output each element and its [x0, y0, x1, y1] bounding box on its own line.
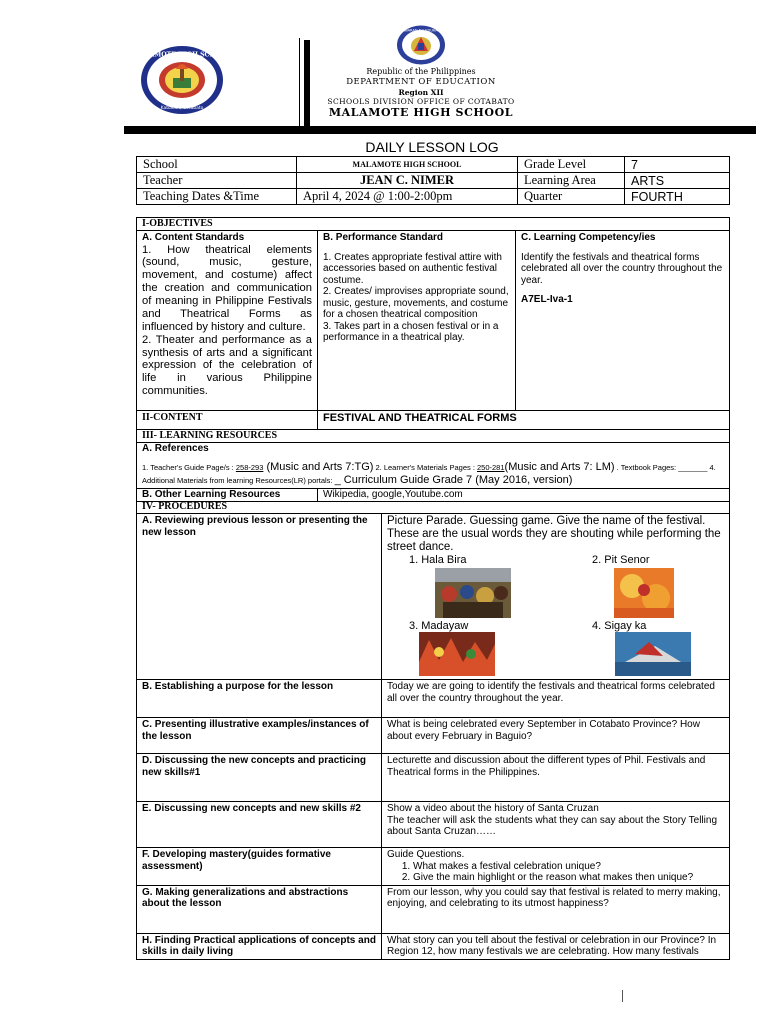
header-rule: [124, 126, 756, 134]
festival-gallery: [387, 554, 724, 666]
procedure-a-row: [137, 514, 730, 680]
other-resources-value: Wikipedia, google,Youtube.com: [318, 489, 730, 502]
school-seal-text: MALAMOTE HIGH SCHOOL: [133, 51, 231, 59]
performance-standard-3: 3. Takes part in a chosen festival or in a performance in a theatrical play.: [323, 320, 499, 343]
resources-heading-row: [137, 430, 730, 443]
content-standards-label: A. Content Standards: [142, 232, 245, 243]
teacher-label: Teacher: [137, 173, 297, 189]
guide-questions-list: [413, 861, 724, 884]
info-row-school: [137, 157, 730, 173]
info-row-teacher: [137, 173, 730, 189]
objectives-heading: I-OBJECTIVES: [137, 218, 730, 231]
dates-label: Teaching Dates &Time: [137, 189, 297, 205]
content-value: FESTIVAL AND THEATRICAL FORMS: [318, 411, 730, 430]
school-value: MALAMOTE HIGH SCHOOL: [297, 157, 518, 173]
procedure-c-row: [137, 718, 730, 754]
curriculum-guide: _ Curriculum Guide Grade 7 (May 2016, version): [334, 473, 573, 486]
procedure-d-text: Lecturette and discussion about the different types of Phil. Festivals and Theatrical forms in the Philippines.: [382, 754, 730, 802]
lm-pages: 250-281: [477, 462, 505, 472]
procedure-a-cell: [382, 514, 730, 680]
header-region: Region XII: [398, 88, 444, 97]
guide-questions-intro: Guide Questions.: [387, 849, 465, 860]
grade-label: Grade Level: [518, 157, 625, 173]
sigay-ka-photo: [615, 632, 691, 676]
performance-standard-2: 2. Creates/ improvises appropriate sound, music, gesture, movements, and costume for a chosen theatrical composition: [323, 286, 509, 320]
school-label: School: [137, 157, 297, 173]
dates-value: April 4, 2024 @ 1:00-2:00pm: [297, 189, 518, 205]
tg-book: (Music and Arts 7:TG): [263, 460, 374, 473]
area-value: ARTS: [625, 173, 730, 189]
quarter-label: Quarter: [518, 189, 625, 205]
procedure-e-text-2: The teacher will ask the students what they can say about the Story Telling about Santa Cruzan……: [387, 814, 717, 837]
resources-heading: III- LEARNING RESOURCES: [137, 430, 730, 443]
objectives-heading-row: [137, 218, 730, 231]
page-title: DAILY LESSON LOG: [365, 139, 499, 155]
content-standards-1: 1. How theatrical elements (sound, music, gesture, movement, and costume) affect the creation and communication of meaning in Philippine Festivals and Theatrical Forms as influenced by history and culture.: [142, 243, 312, 333]
header-republic: Republic of the Philippines: [366, 67, 476, 76]
procedure-c-label: C. Presenting illustrative examples/instances of the lesson: [137, 718, 382, 754]
tg-label: 1. Teacher's Guide Page/s :: [142, 462, 236, 472]
madayaw-photo: [419, 632, 495, 676]
procedure-h-row: [137, 933, 730, 959]
procedure-g-row: [137, 885, 730, 933]
page-footer-mark: [622, 990, 623, 1002]
procedure-e-row: [137, 802, 730, 848]
procedure-h-text: What story can you tell about the festival or celebration in our Province? In Region 12, how many festivals we are celebrating. How many festivals: [382, 933, 730, 959]
procedure-f-cell: [382, 848, 730, 886]
objectives-row: [137, 231, 730, 411]
content-heading: II-CONTENT: [137, 411, 318, 430]
learning-competency-text: Identify the festivals and theatrical forms celebrated all over the country throughout the year.: [521, 251, 723, 286]
info-table: [136, 156, 730, 205]
performance-standard-cell: [318, 231, 516, 411]
procedures-heading: IV- PROCEDURES: [137, 502, 730, 514]
references-text: [142, 461, 724, 487]
deped-seal-logo: [396, 25, 446, 65]
learning-competency-cell: [516, 231, 730, 411]
content-standards-cell: [137, 231, 318, 411]
performance-standard-label: B. Performance Standard: [323, 232, 444, 243]
school-seal-logo: [133, 45, 231, 115]
lm-label: 2. Learner's Materials Pages :: [373, 462, 477, 472]
procedure-e-label: E. Discussing new concepts and new skills #2: [137, 802, 382, 848]
festival-item-1: 1. Hala Bira: [409, 553, 467, 566]
hala-bira-photo: [435, 568, 511, 618]
procedure-b-row: [137, 680, 730, 718]
teacher-value: JEAN C. NIMER: [297, 173, 518, 189]
procedure-h-label: H. Finding Practical applications of concepts and skills in daily living: [137, 933, 382, 959]
procedure-f-row: [137, 848, 730, 886]
references-cell: [137, 443, 730, 489]
procedure-e-cell: [382, 802, 730, 848]
grade-value: 7: [625, 157, 730, 173]
guide-question-2: 2. Give the main highlight or the reason what makes then unique?: [413, 872, 724, 884]
other-resources-row: [137, 489, 730, 502]
procedure-e-text-1: Show a video about the history of Santa Cruzan: [387, 803, 599, 814]
references-row: [137, 443, 730, 489]
procedure-c-text: What is being celebrated every September in Cotabato Province? How about every February in Baguio?: [382, 718, 730, 754]
learning-competency-code: A7EL-Iva-1: [521, 294, 573, 305]
textbook-label: . Textbook Pages: _______ 4. Additional Materials from learning Resources(LR) portals:: [142, 462, 716, 485]
area-label: Learning Area: [518, 173, 625, 189]
guide-question-1: 1. What makes a festival celebration unique?: [413, 861, 724, 873]
school-seal-subtext: Kabacan, Cotabato: [160, 106, 204, 111]
lm-book: (Music and Arts 7: LM): [504, 460, 615, 473]
procedure-a-text: Picture Parade. Guessing game. Give the name of the festival. These are the usual words they are shouting while performing the street dance.: [387, 515, 721, 553]
content-row: [137, 411, 730, 430]
deped-seal-text: KAGAWARAN NG EDUKASYON: [394, 28, 448, 33]
lesson-table: [136, 217, 730, 960]
procedure-f-label: F. Developing mastery(guides formative assessment): [137, 848, 382, 886]
procedure-b-label: B. Establishing a purpose for the lesson: [137, 680, 382, 718]
other-resources-label: B. Other Learning Resources: [137, 489, 318, 502]
procedure-g-label: G. Making generalizations and abstractions about the lesson: [137, 885, 382, 933]
quarter-value: FOURTH: [625, 189, 730, 205]
performance-standard-1: 1. Creates appropriate festival attire with accessories based on authentic festival costume.: [323, 251, 502, 286]
procedures-heading-row: [137, 502, 730, 514]
header-school-name: MALAMOTE HIGH SCHOOL: [328, 106, 514, 119]
info-row-dates: [137, 189, 730, 205]
header-divider-thin: [299, 38, 300, 126]
procedure-d-label: D. Discussing the new concepts and practicing new skills#1: [137, 754, 382, 802]
festival-item-4: 4. Sigay ka: [592, 619, 647, 632]
learning-competency-label: C. Learning Competency/ies: [521, 232, 656, 243]
procedure-b-text: Today we are going to identify the festivals and theatrical forms celebrated all over the country throughout the year.: [382, 680, 730, 718]
procedure-a-label: A. Reviewing previous lesson or presenting the new lesson: [137, 514, 382, 680]
header-division: SCHOOLS DIVISION OFFICE OF COTABATO: [327, 97, 515, 106]
references-label: A. References: [142, 443, 209, 454]
pit-senor-photo: [614, 568, 674, 618]
procedure-d-row: [137, 754, 730, 802]
procedure-g-text: From our lesson, why you could say that festival is related to merry making, enjoying, and celebrating to its utmost happiness?: [382, 885, 730, 933]
tg-pages: 258-293: [235, 462, 264, 472]
content-standards-2: 2. Theater and performance as a synthesis of arts and a significant expression of the celebration of life in various Philippine communities.: [142, 333, 312, 398]
festival-item-2: 2. Pit Senor: [592, 553, 650, 566]
header-department: DEPARTMENT OF EDUCATION: [346, 77, 496, 87]
festival-item-3: 3. Madayaw: [409, 619, 469, 632]
